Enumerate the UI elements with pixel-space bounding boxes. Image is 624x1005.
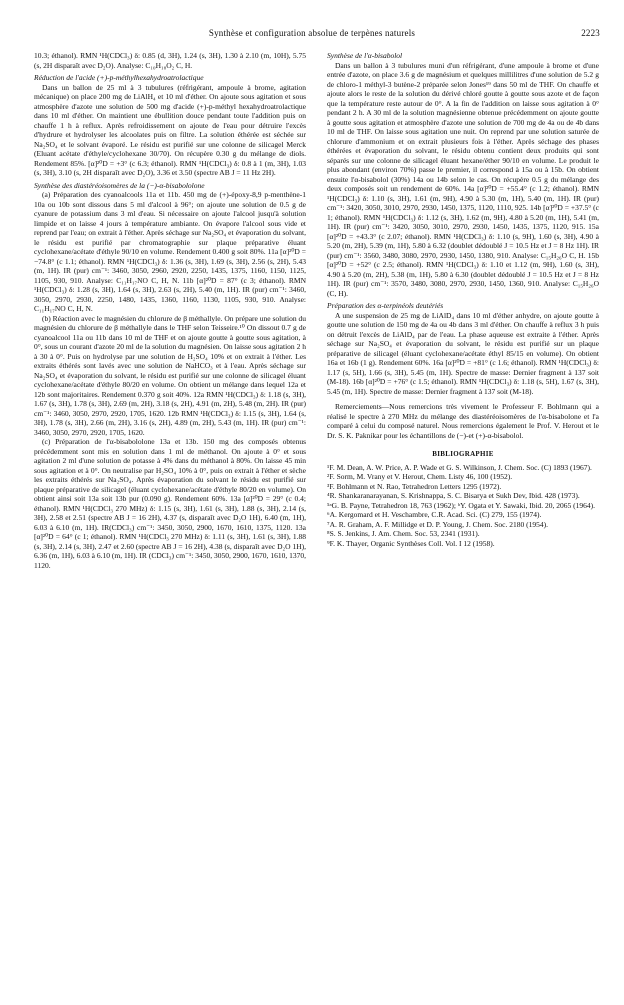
section-heading: Synthèse de l'α-bisabolol xyxy=(327,51,403,60)
bibliography-entry: ⁷A. R. Graham, A. F. Millidge et D. P. Young, J. Chem. Soc. 2180 (1954). xyxy=(327,519,548,529)
section-heading: Préparation des α-terpinéols deutériés xyxy=(327,301,444,310)
left-column xyxy=(34,51,306,991)
body-paragraph: Dans un ballon de 25 ml à 3 tubulures (réfrigérant, ampoule à brome, agitation mécanique) on place 200 mg de LiAlH₄ et 10 ml d'éther. On ajoute sous agitation et sous atmosphère d'azote une solution de 500 mg d'acide (+)-p-méthyl hexahydroatrolactique dans 10 ml d'éther. On maintient une ébullition douce pendant toute l'addition puis on chauffe 1 h à reflux. Après refroidissement on ajoute de l'eau pour détruire l'excès d'hydrure et hydrolyser les alcoolates puis on filtre. La solution éthérée est séchée sur Na₂SO₄ et le solvant évaporé. Le résidu est purifié sur une colonne de silicagel Merck (Eluant acétate d'éthyle/cyclohexane 30/70). On récupère 0.30 g du mélange de diols. Rendement 85%. [α]²⁰D = +3° (c 6.3; éthanol). RMN ¹H(CDCl₃) δ: 0.8 à 1 (m, 3H), 1.03 (s, 3H), 3.10 (s, 2H disparaît avec D₂O), 3.36 et 3.50 (spectre AB J = 11 Hz 2H). xyxy=(34,82,306,177)
body-paragraph: Dans un ballon à 3 tubulures muni d'un réfrigérant, d'une ampoule à brome et d'une entrée d'azote, on place 3.6 g de magnésium et quelques millilitres d'une solution de 5.2 g de chloro-1 méthyl-3 butène-2 préparée selon Jones¹⁹ dans 50 ml de THF. On chauffe et ajoute alors le reste de la solution du dérivé chloré goutte à goutte sous azote et de façon que la température reste autour de 0°. A la fin de l'addition on laisse sous agitation à 0° pendant 2 h. A 30 ml de la solution magnésienne obtenue précédemment on ajoute goutte à goutte sous agitation et atmosphère d'azote une solution de 700 mg de 4a ou de 4b dans 10 ml de THF. On laisse sous agitation une nuit. On reprend par une solution saturée de chlorure d'ammonium et on extrait plusieurs fois à l'éther. Après séchage des phases éthérées et évaporation du solvant, le résidu obtenu contient deux produits qui sont séparés sur une colonne de silicagel éluant hexane/éther 90/10 en volume. Le produit le plus abondant (environ 70%) passe le premier, il correspond à 15a ou à 15b. On obtient ensuite l'α-bisabolol (30%) 14a ou 14b selon le cas. On récupère 0.5 g du mélange des deux composés soit un rendement de 60%. 14a [α]²⁰D = +55.4° (c 1.2; éthanol). RMN ¹H(CDCl₃) δ: 1.10 (s, 3H), 1.61 (m, 9H), 4.90 à 5.30 (m, 1H), 5.40 (m, 1H). IR (pur) cm⁻¹: 3420, 3050, 3010, 2970, 2930, 1450, 1375, 1120, 1110, 925. 14b [α]²⁰D = +37.5° (c 1; éthanol). RMN ¹H(CDCl₃) δ: 1.12 (s, 3H), 1.62 (m, 9H), 4.80 à 5.20 (m, 1H), 5.41 (m, 1H). IR (pur) cm⁻¹: 3420, 3050, 3010, 2970, 2930, 1450, 1435, 1375, 1120, 915. 15a [α]²⁰D = +43.3° (c 2.07; éthanol). RMN ¹H(CDCl₃) δ: 1.10 (s, 9H), 1.60 (s, 3H), 4.90 à 5.20 (m, 2H), 5.39 (m, 1H), 5.80 à 6.32 (doublet dédoublé J = 10.5 Hz et J = 8 Hz 1H). IR (pur) cm⁻¹: 3560, 3480, 3080, 2970, 2930, 1450, 1380, 910. Analyse: C₁₅H₂₆O C, H. 15b [α]²⁰D = +52° (c 2.5; éthanol). RMN ¹H(CDCl₃) δ: 1.10 et 1.12 (m, 9H), 1.60 (s, 3H), 4.90 à 5.20 (m, 2H), 5.38 (m, 1H), 5.80 à 6.30 (doublet dédoublé J = 10.5 Hz et J = 8 Hz 1H). IR (pur) cm⁻¹: 3570, 3480, 3080, 2970, 2930, 1450, 1360, 910. Analyse: C₁₅H₂₆O (C, H). xyxy=(327,60,599,298)
bibliography-title: BIBLIOGRAPHIE xyxy=(432,450,494,458)
body-paragraph: (a) Préparation des cyanoalcools 11a et 11b. 450 mg de (+)-époxy-8,9 p-menthène-1 10a ou 10b sont dissous dans 5 ml d'alcool à 96°; on ajoute une solution de 0.5 g de cyanure de potassium dans 3 ml d'eau. Si nécessaire on ajoute l'alcool jusqu'à solution limpide et on laisse 4 jours à température ambiante. On évapore l'alcool sous vide et reprend par l'eau; on extrait à l'éther. Après séchage sur Na₂SO₄ et évaporation du solvant, le résidu est purifié par chromatographie sur plaque préparative éluant cyclohexane/acétate d'éthyle 90/10 en volume. Rendement 0.400 g soit 80%. 11a [α]²⁰D = −74.8° (c 1.1; éthanol). RMN ¹H(CDCl₃) δ: 1.36 (s, 3H), 1.69 (s, 3H), 2.56 (s, 2H), 5.43 (m, 1H). IR (pur) cm⁻¹: 3460, 3050, 2960, 2920, 2250, 1435, 1375, 1160, 1150, 1125, 1105, 930, 910. Analyse: C₁₁H₁₇NO C, H, N. 11b [α]²⁰D = 87° (c 3; éthanol). RMN ¹H(CDCl₃) δ: 1.28 (s, 3H), 1.64 (s, 3H), 2.63 (s, 2H), 5.40 (m, 1H). IR (pur) cm⁻¹: 3460, 3050, 2970, 2930, 2250, 1480, 1435, 1360, 1160, 1130, 1105, 930, 910. Analyse: C₁₁H₁₇NO C, H, N. xyxy=(34,190,306,313)
page-number: 2223 xyxy=(581,28,600,38)
section-heading: Réduction de l'acide (+)-p-méthylhexahydroatrolactique xyxy=(34,73,204,82)
bibliography-entry: ⁹F. K. Thayer, Organic Synthèses Coll. Vol. I 12 (1958). xyxy=(327,538,495,548)
right-column xyxy=(327,51,599,991)
body-paragraph: 10.3; éthanol). RMN ¹H(CDCl₃) δ: 0.85 (d, 3H), 1.24 (s, 3H), 1.30 à 2.10 (m, 10H), 5.75 (s, 2H disparaît avec D₂O). Analyse: C₁₀H₁₈O₂ C, H. xyxy=(34,51,306,70)
bibliography-entry: ⁵ᵃG. B. Payne, Tetrahedron 18, 763 (1962); ᵇY. Ogata et Y. Sawaki, Ibid. 20, 2065 (1964). xyxy=(327,500,596,510)
bibliography-entry: ⁶A. Kergomard et H. Veschambre, C.R. Acad. Sci. (C) 279, 155 (1974). xyxy=(327,510,542,519)
body-paragraph: Remerciements—Nous remercions très vivement le Professeur F. Bohlmann qui a réalisé le spectre à 270 MHz du mélange des diastéréoisomères de l'α-bisabolone et l'a comparé à celui du composé naturel. Nous remercions également le Prof. V. Herout et le Dr. S. K. Paknikar pour les échantillons de (−)-et (+)-α-bisabolol. xyxy=(327,402,599,440)
section-heading: Synthèse des diastéréoisomères de la (−)-α-bisabololone xyxy=(34,180,205,190)
bibliography-entry: ⁸S. S. Jenkins, J. Am. Chem. Soc. 53, 2341 (1931). xyxy=(327,529,480,538)
bibliography-entry: ⁴R. Shankaranarayanan, S. Krishnappa, S. C. Bisarya et Sukh Dev, Ibid. 428 (1973). xyxy=(327,491,580,500)
running-title: Synthèse et configuration absolue de terpènes naturels xyxy=(208,28,416,38)
body-paragraph: A une suspension de 25 mg de LiAlD₄ dans 10 ml d'éther anhydre, on ajoute goutte à goutte une solution de 150 mg de 4a ou 4b dans 3 ml d'éther. On chauffe à reflux 3 h puis on détruit l'excès de LiAlD₄ par de l'eau. La phase aqueuse est extraite à l'éther. Après séchage sur Na₂SO₄ et évaporation du solvant, le résidu est purifié sur un plaque préparative de silicagel (éluant cyclohexane/acétate éthyl 85/15 en volume). On obtient 16a et 16b (1 g). Rendement 60%. 16a [α]²⁰D = +81° (c 1.6; éthanol). RMN ¹H(CDCl₃) δ: 1.17 (s, 5H), 1.66 (s, 3H), 5.45 (m, 1H). Spectre de masse: Dernier fragment à 137 soit (M-18). 16b [α]²⁰D = +76° (c 1.5; éthanol). RMN ¹H(CDCl₃) δ: 1.18 (s, 5H), 1.67 (s, 3H), 5.45 (m, 1H). Spectre de masse: Dernier fragment à 137 soit (M-18). xyxy=(327,310,599,396)
body-paragraph: (b) Réaction avec le magnésien du chlorure de β méthallyle. On prépare une solution du magnésien du chlorure de β méthallyle dans le THF selon Teisseire.¹⁰ On dissout 0.7 g de cyanoalcool 11a ou 11b dans 10 ml de THF et on ajoute goutte à goutte sous agitation, à 0°, sous un courant d'azote 20 ml de la solution du magnésien. On laisse sous agitation 2 h à 30 à 0°. Puis on hydrolyse par une solution de H₂SO₄ 10% et on extrait à l'éther. Les extraits éthérés sont lavés avec une solution de NaHCO₃ et à l'eau. Après séchage sur Na₂SO₄ et évaporation du solvant, le résidu est purifié sur une colonne de silicagel éluant cyclohexane/acétate d'éthyle 80/20 en volume. On obtient un mélange dans lequel 12a et 12b sont majoritaires. Rendement 0.370 g soit 40%. 12a RMN ¹H(CDCl₃) δ: 1.18 (s, 3H), 1.67 (s, 3H), 1.78 (s, 3H), 2.69 (m, 2H), 3.18 (s, 2H), 4.91 (m, 2H), 5.48 (m, 2H). IR (pur) cm⁻¹: 3460, 3050, 2970, 2920, 1705, 1620. 12b RMN ¹H(CDCl₃) δ: 1.15 (s, 3H), 1.64 (s, 3H), 1.78 (s, 3H), 2.66 (m, 2H), 3.16 (s, 2H), 4.89 (m, 2H), 5.43 (m, 1H). IR (pur) cm⁻¹: 3460, 3050, 2970, 2920, 1705, 1620. xyxy=(34,313,306,437)
bibliography-entry: ²F. Sorm, M. Vrany et V. Herout, Chem. Listy 46, 100 (1952). xyxy=(327,472,513,481)
body-paragraph: (c) Préparation de l'α-bisabololone 13a et 13b. 150 mg des composés obtenus précédemment sont mis en solution dans 1 ml de méthanol. On ajoute à 0° et sous agitation 2 ml d'une solution de potasse à 4% dans du méthanol à 80%. On laisse 45 min sous agitation et à 0°. On neutralise par H₂SO₄ 10% à 0°, puis on extrait à l'éther et sèche les extraits éthérés sur Na₂SO₄. Après évaporation du solvant le résidu est purifié sur plaque préparative de silicagel (éluant cyclohexane/acétate d'éthyle 80/20 en volume). On obtient ainsi soit 13a soit 13b pur (0.090 g). Rendement 60%. 13a [α]²⁰D = 29° (c 0.4; éthanol). RMN ¹H(CDCl₃ 270 MHz) δ: 1.15 (s, 3H), 1.61 (s, 3H), 1.88 (s, 3H), 2.14 (s, 3H), 2.58 et 2.51 (spectre AB J = 16 2H), 4.37 (s, disparaît avec D₂O 1H), 6.40 (m, 1H), 6.03 à 6.10 (m, 1H). IR(CDCl₃) cm⁻¹: 3450, 3050, 2900, 1670, 1610, 1375, 1120. 13a [α]²⁰D = 64° (c 1; éthanol). RMN ¹H(CDCl₃ 270 MHz) δ: 1.11 (s, 3H), 1.61 (s, 3H), 1.88 (s, 3H), 2.14 (s, 3H), 2.47 et 2.60 (spectre AB J = 16 2H), 4.38 (s, disparaît avec D₂O 1H), 6.36 (m, 1H), 6.03 à 6.10 (m, 1H). IR (CDCl₃) cm⁻¹: 3450, 3050, 2900, 1670, 1610, 1370, 1120. xyxy=(34,437,306,570)
right-column-body xyxy=(327,51,599,440)
bibliography-entry: ³F. Bohlmann et N. Rao, Tetrahedron Letters 1295 (1972). xyxy=(327,481,502,491)
bibliography-entry: ¹F. M. Dean, A. W. Price, A. P. Wade et G. S. Wilkinson, J. Chem. Soc. (C) 1893 (1967). xyxy=(327,462,592,472)
bibliography-list xyxy=(327,463,599,549)
